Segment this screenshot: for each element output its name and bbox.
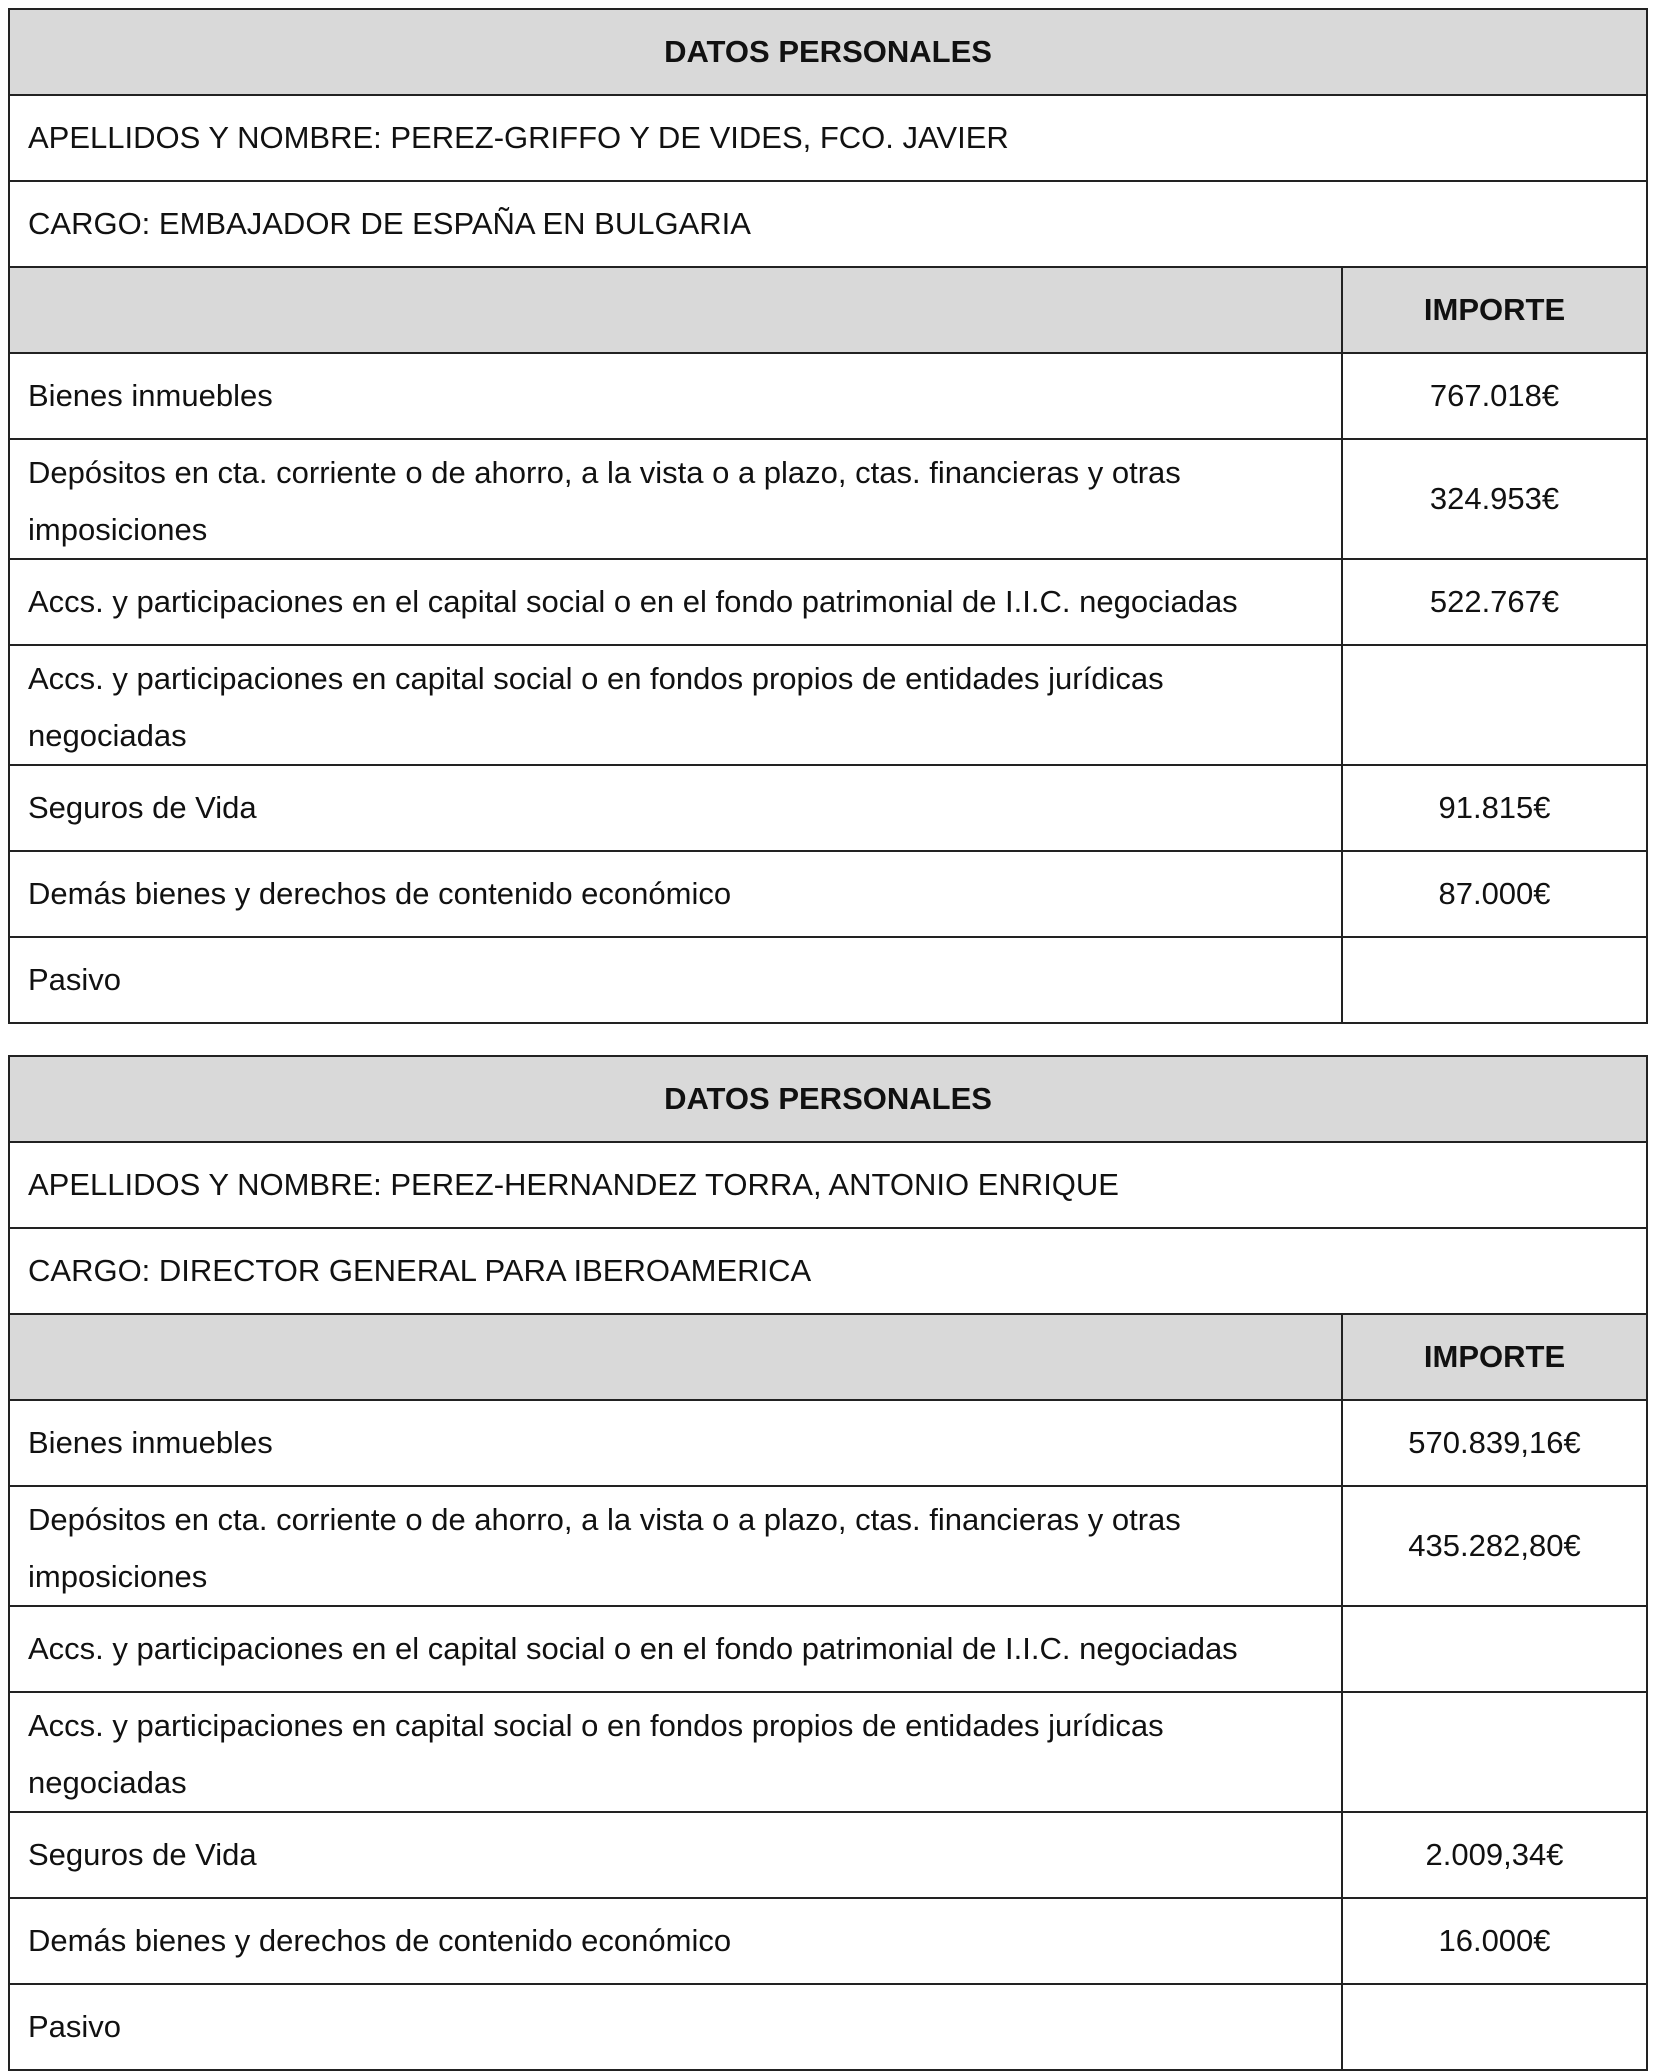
section-title: DATOS PERSONALES bbox=[9, 1056, 1647, 1142]
table-row bbox=[9, 439, 1647, 559]
amount-column-header: IMPORTE bbox=[1342, 267, 1647, 353]
table-row bbox=[9, 1606, 1647, 1692]
table-row bbox=[9, 937, 1647, 1023]
row-label: Demás bienes y derechos de contenido económico bbox=[9, 851, 1342, 937]
row-amount bbox=[1342, 1984, 1647, 2070]
table-row bbox=[9, 559, 1647, 645]
row-amount: 91.815€ bbox=[1342, 765, 1647, 851]
table-row bbox=[9, 1486, 1647, 1606]
row-label: Bienes inmuebles bbox=[9, 353, 1342, 439]
table-row bbox=[9, 1400, 1647, 1486]
section-title: DATOS PERSONALES bbox=[9, 9, 1647, 95]
row-amount bbox=[1342, 937, 1647, 1023]
table-row bbox=[9, 1984, 1647, 2070]
row-label: Accs. y participaciones en el capital social o en el fondo patrimonial de I.I.C. negociadas bbox=[9, 1606, 1342, 1692]
row-amount: 2.009,34€ bbox=[1342, 1812, 1647, 1898]
row-label: Seguros de Vida bbox=[9, 1812, 1342, 1898]
name-line: APELLIDOS Y NOMBRE: PEREZ-GRIFFO Y DE VIDES, FCO. JAVIER bbox=[9, 95, 1647, 181]
row-amount bbox=[1342, 1606, 1647, 1692]
row-label: Seguros de Vida bbox=[9, 765, 1342, 851]
row-label: Accs. y participaciones en capital social o en fondos propios de entidades jurídicas negociadas bbox=[9, 1692, 1342, 1812]
cargo-line: CARGO: EMBAJADOR DE ESPAÑA EN BULGARIA bbox=[9, 181, 1647, 267]
row-amount bbox=[1342, 1692, 1647, 1812]
row-label: Bienes inmuebles bbox=[9, 1400, 1342, 1486]
row-label: Pasivo bbox=[9, 1984, 1342, 2070]
declaration-table-2 bbox=[8, 1055, 1648, 2071]
row-amount bbox=[1342, 645, 1647, 765]
row-label: Accs. y participaciones en capital social o en fondos propios de entidades jurídicas negociadas bbox=[9, 645, 1342, 765]
table-row bbox=[9, 1812, 1647, 1898]
row-amount: 435.282,80€ bbox=[1342, 1486, 1647, 1606]
row-amount: 767.018€ bbox=[1342, 353, 1647, 439]
row-label: Depósitos en cta. corriente o de ahorro, a la vista o a plazo, ctas. financieras y otras imposiciones bbox=[9, 1486, 1342, 1606]
table-row bbox=[9, 1898, 1647, 1984]
table-row bbox=[9, 353, 1647, 439]
row-label: Demás bienes y derechos de contenido económico bbox=[9, 1898, 1342, 1984]
row-amount: 570.839,16€ bbox=[1342, 1400, 1647, 1486]
label-column-header bbox=[9, 267, 1342, 353]
row-amount: 324.953€ bbox=[1342, 439, 1647, 559]
table-row bbox=[9, 765, 1647, 851]
amount-column-header: IMPORTE bbox=[1342, 1314, 1647, 1400]
label-column-header bbox=[9, 1314, 1342, 1400]
table-row bbox=[9, 851, 1647, 937]
row-amount: 87.000€ bbox=[1342, 851, 1647, 937]
table-row bbox=[9, 1692, 1647, 1812]
row-amount: 16.000€ bbox=[1342, 1898, 1647, 1984]
row-label: Pasivo bbox=[9, 937, 1342, 1023]
cargo-line: CARGO: DIRECTOR GENERAL PARA IBEROAMERICA bbox=[9, 1228, 1647, 1314]
name-line: APELLIDOS Y NOMBRE: PEREZ-HERNANDEZ TORRA, ANTONIO ENRIQUE bbox=[9, 1142, 1647, 1228]
row-amount: 522.767€ bbox=[1342, 559, 1647, 645]
declaration-table-1 bbox=[8, 8, 1648, 1024]
table-row bbox=[9, 645, 1647, 765]
row-label: Accs. y participaciones en el capital social o en el fondo patrimonial de I.I.C. negociadas bbox=[9, 559, 1342, 645]
row-label: Depósitos en cta. corriente o de ahorro, a la vista o a plazo, ctas. financieras y otras imposiciones bbox=[9, 439, 1342, 559]
